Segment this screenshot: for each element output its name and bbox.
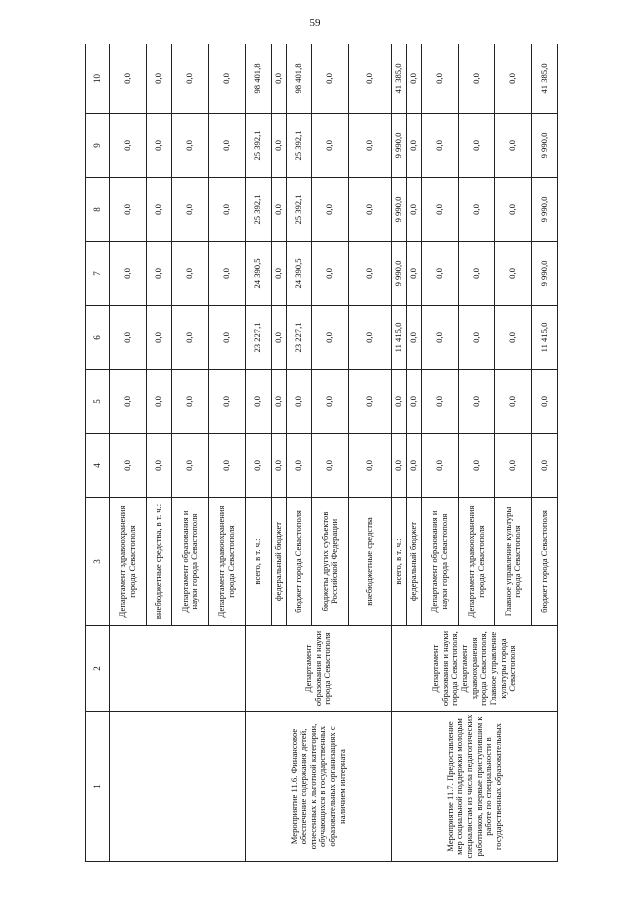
- header-cell: 6: [86, 306, 110, 370]
- value-cell: 0,0: [286, 434, 312, 498]
- value-cell: 0,0: [495, 370, 532, 434]
- value-cell: 0,0: [146, 370, 172, 434]
- executor-cell: Департамент образования и науки города Севастополя: [245, 626, 391, 712]
- measure-cell: Мероприятие 11.6. Финансовое обеспечение содержания детей, отнесенных к льготной категории, обучающихся в государственных образовательных организациях с наличием интерната: [245, 712, 391, 862]
- value-cell: 0,0: [495, 306, 532, 370]
- value-cell: 0,0: [110, 44, 147, 114]
- value-cell: 0,0: [349, 242, 392, 306]
- value-cell: 0,0: [271, 306, 286, 370]
- value-cell: 25 392,1: [245, 178, 271, 242]
- value-cell: 98 401,8: [245, 44, 271, 114]
- value-cell: 9 990,0: [532, 178, 558, 242]
- value-cell: 9 990,0: [392, 242, 407, 306]
- header-cell: 9: [86, 114, 110, 178]
- value-cell: 0,0: [110, 306, 147, 370]
- value-cell: 0,0: [146, 44, 172, 114]
- value-cell: 0,0: [349, 434, 392, 498]
- value-cell: 0,0: [146, 242, 172, 306]
- value-cell: 0,0: [407, 44, 422, 114]
- value-cell: 0,0: [392, 434, 407, 498]
- value-cell: 0,0: [312, 370, 349, 434]
- value-cell: 0,0: [172, 114, 209, 178]
- value-cell: 0,0: [271, 434, 286, 498]
- value-cell: 0,0: [271, 370, 286, 434]
- source-cell: внебюджетные средства: [349, 498, 392, 626]
- value-cell: 25 392,1: [245, 114, 271, 178]
- value-cell: 0,0: [209, 306, 246, 370]
- source-cell: Главное управление культуры города Севастополя: [495, 498, 532, 626]
- value-cell: 0,0: [209, 44, 246, 114]
- value-cell: 23 227,1: [245, 306, 271, 370]
- value-cell: 0,0: [407, 178, 422, 242]
- value-cell: 0,0: [172, 434, 209, 498]
- value-cell: 0,0: [392, 370, 407, 434]
- value-cell: 0,0: [271, 178, 286, 242]
- value-cell: 0,0: [458, 178, 495, 242]
- measure-cell: Мероприятие 11.7. Предоставление мер социальной поддержки молодым специалистам из числа педагогических работников, впервые приступившим к работе по специальности в государственных образовательных: [392, 712, 558, 862]
- value-cell: 0,0: [245, 370, 271, 434]
- source-cell: Департамент образования и науки города Севастополя: [172, 498, 209, 626]
- value-cell: 25 392,1: [286, 114, 312, 178]
- value-cell: 0,0: [172, 306, 209, 370]
- value-cell: 0,0: [146, 434, 172, 498]
- source-cell: всего, в т. ч.:: [392, 498, 407, 626]
- value-cell: 0,0: [209, 370, 246, 434]
- value-cell: 0,0: [349, 178, 392, 242]
- value-cell: 0,0: [495, 44, 532, 114]
- value-cell: 0,0: [110, 370, 147, 434]
- value-cell: 9 990,0: [392, 178, 407, 242]
- value-cell: 0,0: [422, 242, 459, 306]
- value-cell: 0,0: [532, 434, 558, 498]
- header-cell: 5: [86, 370, 110, 434]
- source-cell: бюджеты других субъектов Российской Федерации: [312, 498, 349, 626]
- header-cell: 8: [86, 178, 110, 242]
- value-cell: 9 990,0: [392, 114, 407, 178]
- value-cell: 0,0: [172, 242, 209, 306]
- value-cell: 0,0: [407, 242, 422, 306]
- value-cell: 0,0: [209, 434, 246, 498]
- value-cell: 23 227,1: [286, 306, 312, 370]
- value-cell: 0,0: [458, 434, 495, 498]
- value-cell: 0,0: [271, 114, 286, 178]
- value-cell: 0,0: [110, 242, 147, 306]
- value-cell: 0,0: [458, 306, 495, 370]
- source-cell: бюджет города Севастополя: [286, 498, 312, 626]
- value-cell: 41 385,0: [532, 44, 558, 114]
- value-cell: 0,0: [422, 44, 459, 114]
- measure-cell: [110, 712, 246, 862]
- value-cell: 0,0: [495, 242, 532, 306]
- value-cell: 0,0: [209, 178, 246, 242]
- value-cell: 0,0: [271, 242, 286, 306]
- value-cell: 0,0: [209, 114, 246, 178]
- value-cell: 0,0: [495, 114, 532, 178]
- value-cell: 0,0: [422, 434, 459, 498]
- value-cell: 0,0: [458, 114, 495, 178]
- value-cell: 0,0: [286, 370, 312, 434]
- header-cell: 4: [86, 434, 110, 498]
- source-cell: бюджет города Севастополя: [532, 498, 558, 626]
- source-cell: Департамент образования и науки города Севастополя: [422, 498, 459, 626]
- rotated-table-area: [85, 44, 558, 862]
- value-cell: 0,0: [146, 178, 172, 242]
- value-cell: 0,0: [458, 44, 495, 114]
- value-cell: 0,0: [422, 306, 459, 370]
- value-cell: 0,0: [407, 434, 422, 498]
- source-cell: Департамент здравоохранения города Севастополя: [458, 498, 495, 626]
- value-cell: 0,0: [110, 178, 147, 242]
- value-cell: 0,0: [349, 306, 392, 370]
- header-cell: 2: [86, 626, 110, 712]
- source-cell: федеральный бюджет: [407, 498, 422, 626]
- value-cell: 24 390,5: [286, 242, 312, 306]
- value-cell: 0,0: [312, 434, 349, 498]
- header-cell: 1: [86, 712, 110, 862]
- source-cell: внебюджетные средства, в т. ч.:: [146, 498, 172, 626]
- table-row: [110, 44, 147, 862]
- value-cell: 0,0: [172, 370, 209, 434]
- value-cell: 0,0: [422, 178, 459, 242]
- page-number: 59: [309, 17, 321, 29]
- rotated-table-container: [85, 44, 558, 862]
- value-cell: 0,0: [422, 114, 459, 178]
- value-cell: 0,0: [312, 242, 349, 306]
- header-cell: 10: [86, 44, 110, 114]
- executor-cell: [110, 626, 246, 712]
- value-cell: 0,0: [146, 306, 172, 370]
- budget-table: [85, 44, 558, 862]
- value-cell: 0,0: [110, 434, 147, 498]
- value-cell: 0,0: [495, 178, 532, 242]
- header-cell: 3: [86, 498, 110, 626]
- value-cell: 0,0: [495, 434, 532, 498]
- source-cell: Департамент здравоохранения города Севастополя: [110, 498, 147, 626]
- header-cell: 7: [86, 242, 110, 306]
- value-cell: 0,0: [312, 178, 349, 242]
- value-cell: 11 415,0: [392, 306, 407, 370]
- table-row: [392, 44, 407, 862]
- value-cell: 0,0: [458, 370, 495, 434]
- source-cell: федеральный бюджет: [271, 498, 286, 626]
- value-cell: 0,0: [209, 242, 246, 306]
- value-cell: 0,0: [532, 370, 558, 434]
- value-cell: 0,0: [271, 44, 286, 114]
- value-cell: 0,0: [312, 114, 349, 178]
- value-cell: 0,0: [422, 370, 459, 434]
- source-cell: всего, в т. ч.:: [245, 498, 271, 626]
- value-cell: 0,0: [349, 370, 392, 434]
- value-cell: 0,0: [245, 434, 271, 498]
- value-cell: 0,0: [146, 114, 172, 178]
- header-row: [86, 44, 110, 862]
- value-cell: 41 385,0: [392, 44, 407, 114]
- value-cell: 0,0: [349, 114, 392, 178]
- value-cell: 0,0: [407, 370, 422, 434]
- value-cell: 9 990,0: [532, 242, 558, 306]
- value-cell: 0,0: [407, 114, 422, 178]
- value-cell: 0,0: [110, 114, 147, 178]
- value-cell: 9 990,0: [532, 114, 558, 178]
- executor-cell: Департамент образования и науки города Севастополя, Департамент здравоохранения города Севастополя, Главное управление культуры города Севастополя: [392, 626, 558, 712]
- value-cell: 0,0: [172, 178, 209, 242]
- value-cell: 0,0: [312, 306, 349, 370]
- value-cell: 25 392,1: [286, 178, 312, 242]
- source-cell: Департамент здравоохранения города Севастополя: [209, 498, 246, 626]
- value-cell: 0,0: [172, 44, 209, 114]
- value-cell: 0,0: [349, 44, 392, 114]
- table-row: [245, 44, 271, 862]
- value-cell: 98 401,8: [286, 44, 312, 114]
- value-cell: 0,0: [458, 242, 495, 306]
- value-cell: 24 390,5: [245, 242, 271, 306]
- value-cell: 0,0: [407, 306, 422, 370]
- value-cell: 0,0: [312, 44, 349, 114]
- value-cell: 11 415,0: [532, 306, 558, 370]
